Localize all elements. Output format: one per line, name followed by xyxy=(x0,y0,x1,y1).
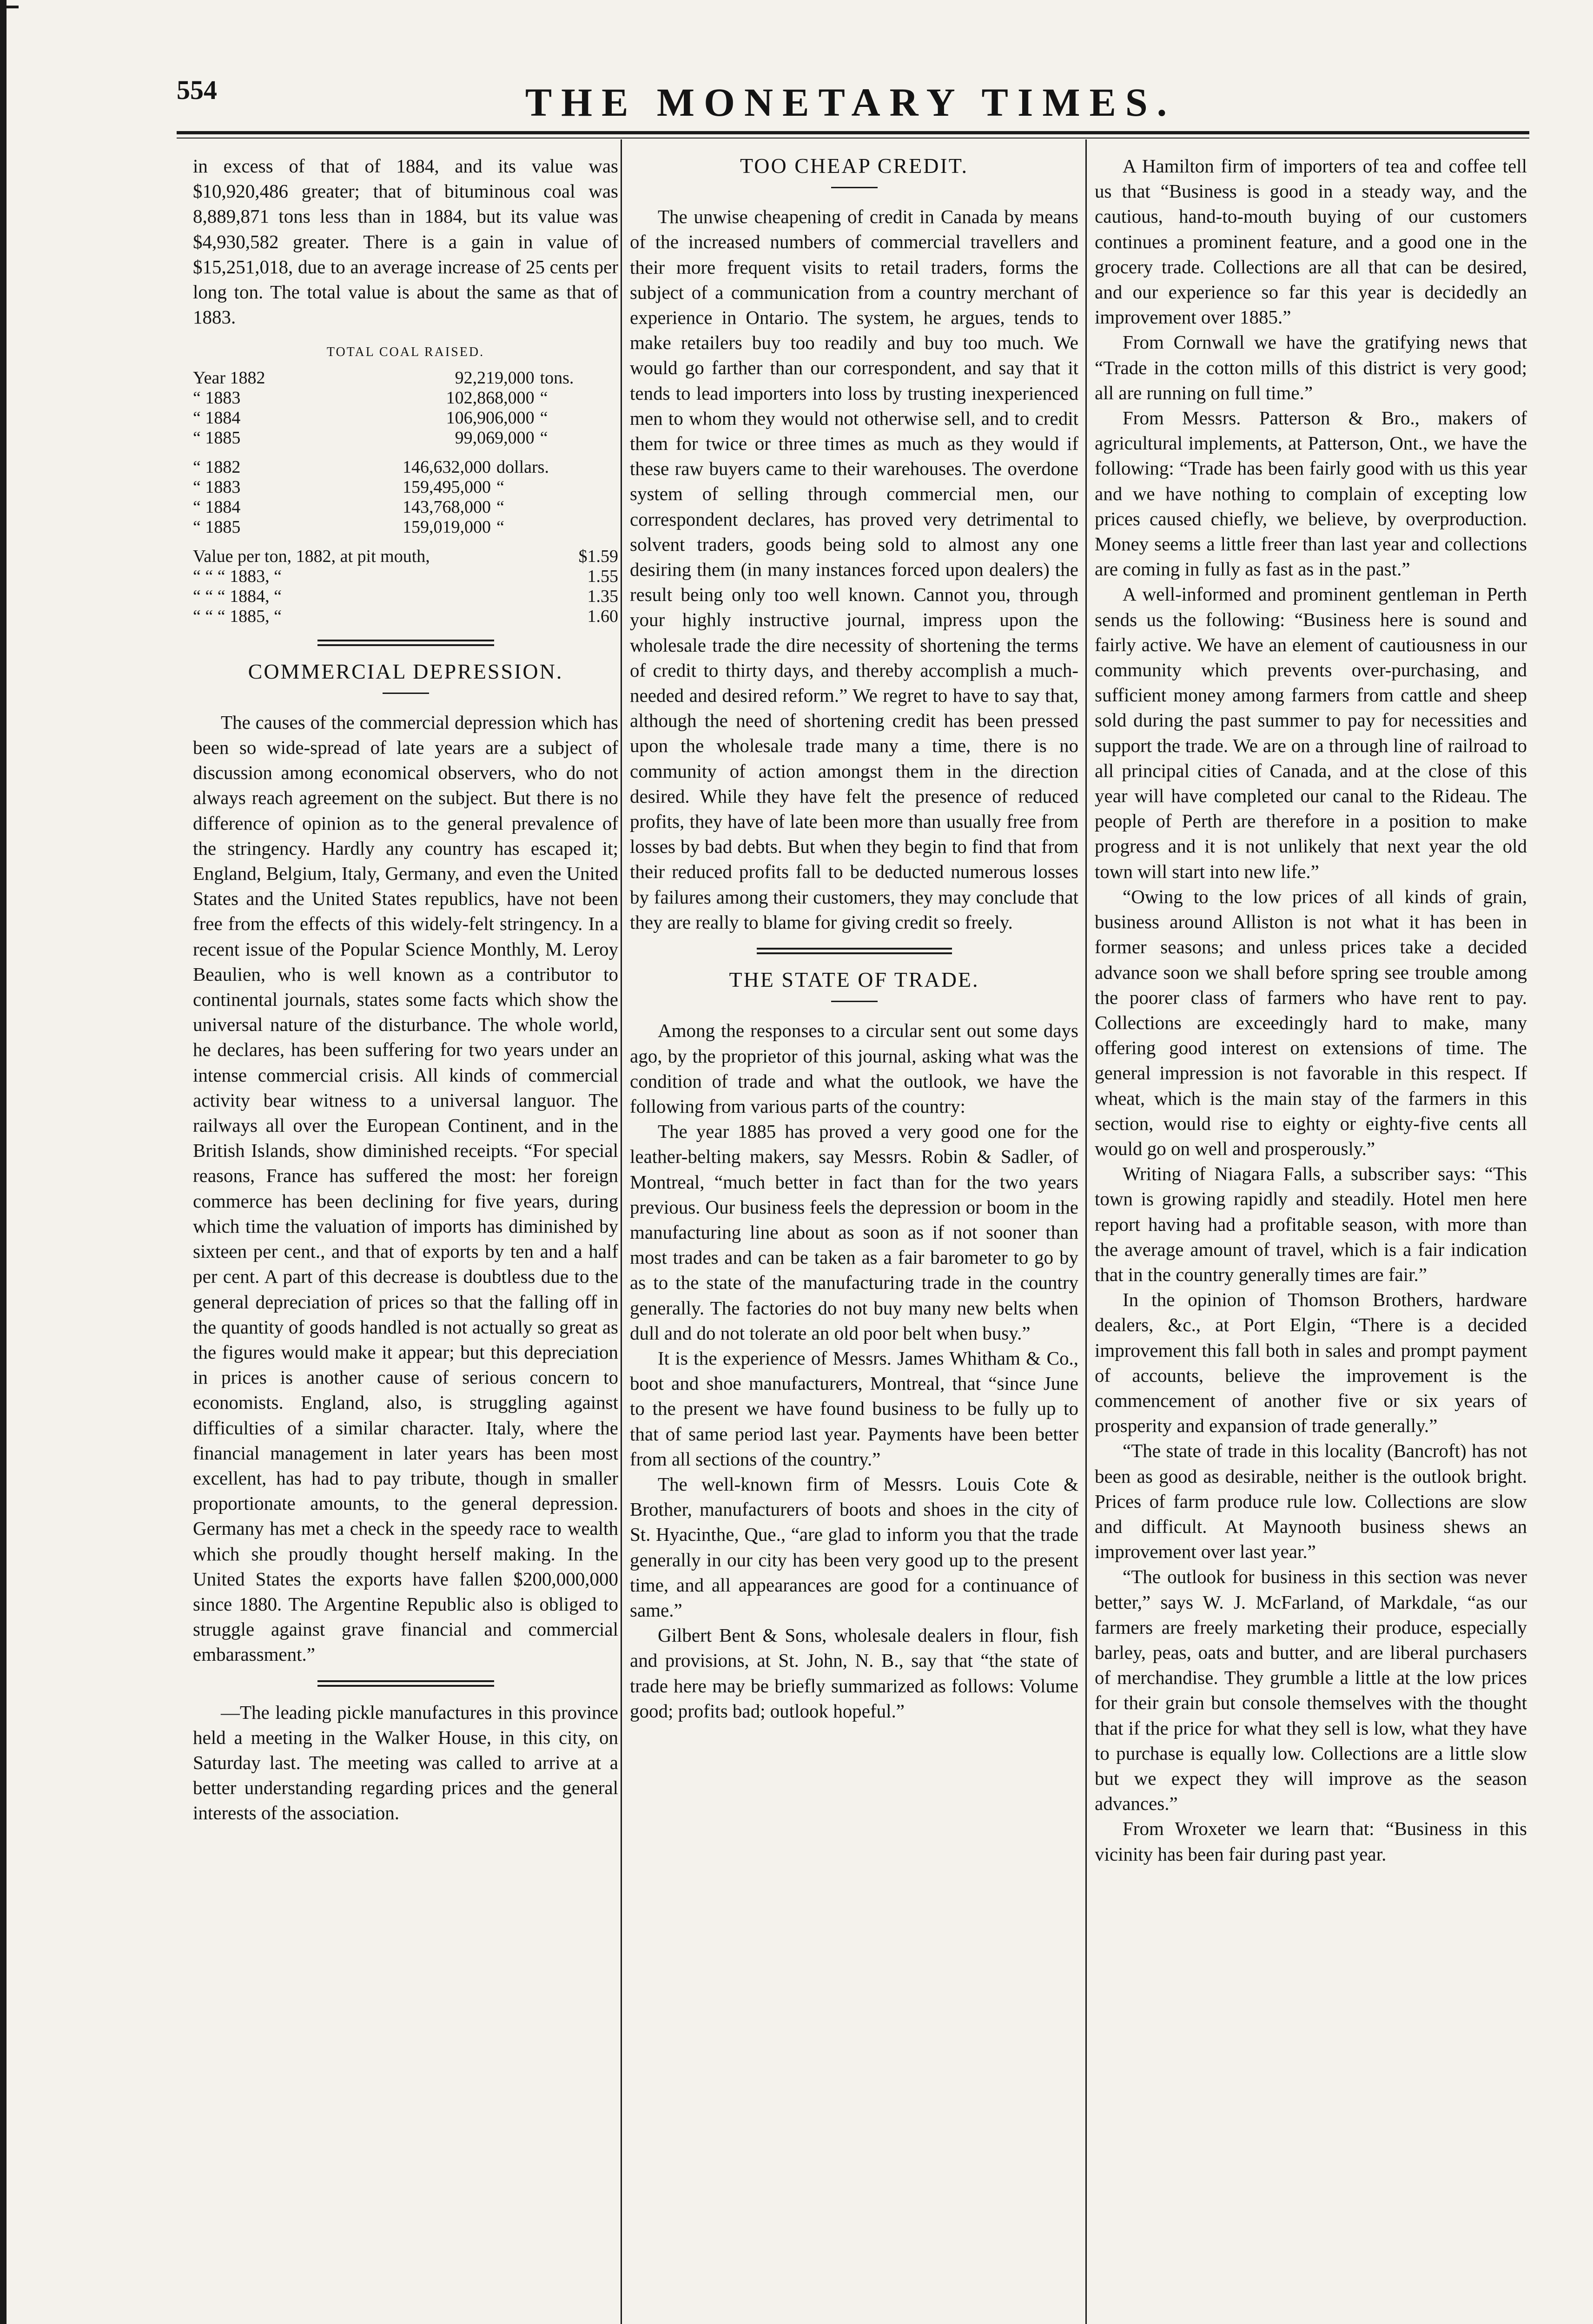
coal-value-table xyxy=(193,547,618,627)
pickle-note: —The leading pickle manufactures in this province held a meeting in the Walker House, in this city, on Saturday last. The meeting was called to arrive at a better understanding regarding prices and the general interests of the association. xyxy=(193,1701,618,1824)
coal-row-value: 1.55 xyxy=(587,566,618,586)
coal-table-title: TOTAL COAL RAISED. xyxy=(326,345,485,360)
coal-row-value: 146,632,000 xyxy=(403,457,491,477)
trade-report-paragraph: In the opinion of Thomson Brothers, hardware dealers, &c., at Port Elgin, “There is a decided improvement this fall both in sales and prompt payment of accounts, believe the improvement is the commencement of another five or six years of prosperity and expansion of trade generally.” xyxy=(1095,1289,1527,1437)
coal-row-label: Value per ton, 1882, at pit mouth, xyxy=(193,546,430,566)
coal-row-label: “ “ “ 1884, “ xyxy=(193,586,282,606)
coal-row-value: 106,906,000 xyxy=(446,408,535,428)
coal-row-value: $1.59 xyxy=(578,546,618,566)
section-divider xyxy=(757,948,952,954)
coal-dollars-table xyxy=(193,457,618,537)
coal-row-unit: “ xyxy=(496,517,504,537)
coal-table-row xyxy=(193,497,618,517)
coal-table-row xyxy=(193,517,618,537)
coal-row-value: 99,069,000 xyxy=(455,428,535,448)
page-edge-mark xyxy=(0,6,19,8)
trade-report-paragraph: “The state of trade in this locality (Bancroft) has not been as good as desirable, neither is the outlook bright. Prices of farm produce rule low. Collections are slow and difficult. At Maynooth business shews an improvement over last year.” xyxy=(1095,1440,1527,1563)
masthead-title: THE MONETARY TIMES. xyxy=(525,80,1177,125)
coal-row-unit: “ xyxy=(540,388,548,408)
coal-table-row xyxy=(193,547,618,567)
coal-row-unit: “ xyxy=(540,408,548,428)
coal-intro-text: in excess of that of 1884, and its value was $10,920,486 greater; that of bituminous coal was 8,889,871 tons less than in 1884, but its value was $4,930,582 greater. There is a gain in value of $15,251,018, due to an average increase of 25 cents per long ton. The total value is about the same as that of 1883. xyxy=(193,155,618,328)
coal-row-value: 1.60 xyxy=(587,606,618,626)
coal-table-row xyxy=(193,567,618,587)
coal-row-label: “ 1885 xyxy=(193,428,241,448)
coal-tons-table xyxy=(193,368,618,448)
coal-table-row xyxy=(193,388,618,408)
trade-report-paragraph: “The outlook for business in this section was never better,” says W. J. McFarland, of Markdale, “as our farmers are freely marketing their produce, especially barley, peas, oats and butter, and are liberal purchasers of merchandise. They grumble a little at the low prices for their grain but console themselves with the thought that if the price for what they sell is low, what they have to purchase is equally low. Collections are a little slow but we expect they will improve as the season advances.” xyxy=(1095,1566,1527,1815)
coal-row-unit: “ xyxy=(540,428,548,448)
coal-row-unit: “ xyxy=(496,497,504,517)
coal-row-label: “ 1883 xyxy=(193,388,241,408)
coal-row-unit: “ xyxy=(496,477,504,497)
trade-report-paragraph: Among the responses to a circular sent out some days ago, by the proprietor of this journal, asking what was the condition of trade and what the outlook, we have the following from various parts of the country: xyxy=(630,1020,1078,1117)
too-cheap-credit-body: The unwise cheapening of credit in Canada by means of the increased numbers of commercial travellers and their more frequent visits to retail traders, forms the subject of a communication from a country merchant of experience in Ontario. The system, he argues, tends to make retailers buy too readily and buy too much. We would go farther than our correspondent, and say that it tends to lead importers into loss by trusting inexperienced men to whom they would not otherwise sell, and to credit them for twice or three times as much as they would if these raw buyers came to their warehouses. The overdone system of selling through commercial men, our correspondent declares, has proved very detrimental to solvent traders, goods being sold to almost any one desiring them (in many instances forced upon dealers) the result being only too well known. Cannot you, through your highly instructive journal, impress upon the wholesale trade the dire necessity of shortening the terms of credit to thirty days, and thereby accomplish a much-needed and desired reform.” We regret to have to say that, although the need of shortening credit has been pressed upon the wholesale trade many a time, there is no community of action amongst them in the direction desired. While they have felt the presence of reduced profits, they have of late been more than usually free from losses by bad debts. But when they begin to find that from their reduced profits fall to be deducted numerous losses by failures among their customers, they may conclude that they are really to blame for giving credit so freely. xyxy=(630,206,1078,933)
coal-table-row xyxy=(193,408,618,428)
page-edge-shadow xyxy=(0,0,7,2324)
coal-row-unit: tons. xyxy=(540,368,574,388)
header-rule xyxy=(177,131,1529,134)
trade-report-paragraph: Gilbert Bent & Sons, wholesale dealers in flour, fish and provisions, at St. John, N. B., say that “the state of trade here may be briefly summarized as follows: Volume good; profits bad; outlook hopeful.” xyxy=(630,1624,1078,1722)
coal-table-row xyxy=(193,587,618,607)
page-header xyxy=(177,70,1525,139)
trade-report-paragraph: From Wroxeter we learn that: “Business in this vicinity has been fair during past year. xyxy=(1095,1818,1527,1865)
headline-rule xyxy=(383,693,429,694)
trade-report-paragraph: From Cornwall we have the gratifying news that “Trade in the cotton mills of this district is very good; all are running on full time.” xyxy=(1095,331,1527,403)
commercial-depression-body: The causes of the commercial depression which has been so wide-spread of late years are a subject of discussion among economical observers, who do not always reach agreement on the subject. But there is no difference of opinion as to the general prevalence of the stringency. Hardly any country has escaped it; England, Belgium, Italy, Germany, and even the United States and the United States republics, have not been free from the effects of this widely-felt stringency. In a recent issue of the Popular Science Monthly, M. Leroy Beaulien, who is well known as a contributor to continental journals, states some facts which show the universal nature of the disturbance. The whole world, he declares, has been suffering for two years under an intense commercial crisis. All kinds of commercial activity bear witness to a universal languor. The railways all over the European Continent, and in the British Islands, show diminished receipts. “For special reasons, France has suffered the most: her foreign commerce has been declining for five years, during which time the valuation of imports has diminished by sixteen per cent., and that of exports by ten and a half per cent. A part of this decrease is doubtless due to the general depreciation of prices so that the falling off in the quantity of goods handled is not actually so great as the figures would make it appear; but this depreciation in prices is another cause of serious concern to economists. England, also, is struggling against difficulties of a similar character. Italy, where the financial management in later years has been most excellent, has had to pay tribute, though in smaller proportionate amounts, to the general depression. Germany has met a check in the speedy race to wealth which she proudly thought herself making. In the United States the exports have fallen $200,000,000 since 1880. The Argentine Republic also is obliged to struggle against grave financial and commercial embarassment.” xyxy=(193,711,618,1665)
coal-row-value: 92,219,000 xyxy=(455,368,535,388)
trade-report-paragraph: The year 1885 has proved a very good one for the leather-belting makers, say Messrs. Robin & Sadler, of Montreal, “much better in fact than for the two years previous. Our business feels the depression or boom in the manufacturing line about as soon as if not sooner than most trades and can be taken as a fair barometer to go by as to the state of the manufacturing trade in the country generally. The factories do not buy many new belts when dull and do not tolerate an old poor belt when busy.” xyxy=(630,1121,1078,1344)
header-rule-thin xyxy=(177,138,1529,139)
trade-report-paragraph: A Hamilton firm of importers of tea and coffee tell us that “Business is good in a steady way, and the cautious, hand-to-mouth buying of our customers continues a prominent feature, and a good one in the grocery trade. Collections are all that can be desired, and our experience so far this year is decidedly an improvement over 1885.” xyxy=(1095,155,1527,328)
coal-row-unit: dollars. xyxy=(496,457,549,477)
coal-row-label: “ 1884 xyxy=(193,497,241,517)
trade-report-paragraph: From Messrs. Patterson & Bro., makers of agricultural implements, at Patterson, Ont., we have the following: “Trade has been fairly good with us this year and we have nothing to complain of excepting low prices caused chiefly, we believe, by overproduction. Money seems a little freer than last year and collections are coming in fully as fast as in the past.” xyxy=(1095,407,1527,580)
trade-report-paragraph: Writing of Niagara Falls, a subscriber says: “This town is growing rapidly and steadily. Hotel men here report having had a profitable season, with more than the average amount of travel, which is a fair indication that in the country generally times are fair.” xyxy=(1095,1163,1527,1285)
coal-table-row xyxy=(193,607,618,627)
coal-row-value: 102,868,000 xyxy=(446,388,535,408)
coal-row-label: “ “ “ 1883, “ xyxy=(193,566,282,586)
column-1 xyxy=(193,153,618,1826)
coal-table-row xyxy=(193,477,618,497)
page-number: 554 xyxy=(177,75,217,105)
coal-row-value: 159,019,000 xyxy=(403,517,491,537)
column-separator-1 xyxy=(621,139,622,2324)
section-divider xyxy=(317,1680,494,1687)
coal-table-row xyxy=(193,457,618,477)
coal-table-row xyxy=(193,368,618,388)
section-divider xyxy=(317,640,494,646)
headline-rule xyxy=(831,1001,878,1002)
column-3 xyxy=(1095,153,1527,1867)
coal-row-label: “ 1883 xyxy=(193,477,241,497)
coal-row-value: 159,495,000 xyxy=(403,477,491,497)
trade-report-paragraph: The well-known firm of Messrs. Louis Cote & Brother, manufacturers of boots and shoes in the city of St. Hyacinthe, Que., “are glad to inform you that the trade generally in our city has been very good up to the present time, and all appearances are good for a continuance of same.” xyxy=(630,1473,1078,1621)
state-of-trade-title: THE STATE OF TRADE. xyxy=(729,968,979,992)
coal-row-label: Year 1882 xyxy=(193,368,265,388)
column-separator-2 xyxy=(1085,139,1087,2324)
trade-report-paragraph: It is the experience of Messrs. James Whitham & Co., boot and shoe manufacturers, Montreal, that “since June to the present we have found business to be fully up to that of same period last year. Payments have been better from all sections of the country.” xyxy=(630,1347,1078,1470)
trade-report-paragraph: “Owing to the low prices of all kinds of grain, business around Alliston is not what it has been in former seasons; and unless prices take a decided advance soon we shall before spring see trouble among the poorer class of farmers who have rent to pay. Collections are exceedingly hard to make, many offering good interest on extensions of time. The general impression is not favorable in this respect. If wheat, which is the main stay of the farmers in this section, would rise to eighty or eighty-five cents all would go on well and prosperously.” xyxy=(1095,885,1527,1159)
column-2 xyxy=(630,153,1078,1723)
coal-row-value: 1.35 xyxy=(587,586,618,606)
too-cheap-credit-title: TOO CHEAP CREDIT. xyxy=(740,154,968,178)
coal-table-row xyxy=(193,428,618,448)
commercial-depression-title: COMMERCIAL DEPRESSION. xyxy=(248,659,563,683)
coal-row-value: 143,768,000 xyxy=(403,497,491,517)
headline-rule xyxy=(831,187,878,188)
trade-report-paragraph: A well-informed and prominent gentleman in Perth sends us the following: “Business here is sound and fairly active. We have an element of cautiousness in our community which prevents over-purchasing, and sufficient money among farmers from cattle and sheep sold during the past summer to pay for necessities and support the trade. We are on a through line of railroad to all principal cities of Canada, and at the close of this year will have completed our canal to the Rideau. The people of Perth are therefore in a position to make progress and it is not unlikely that next year the old town will start into new life.” xyxy=(1095,583,1527,882)
coal-row-label: “ 1884 xyxy=(193,408,241,428)
coal-row-label: “ 1885 xyxy=(193,517,241,537)
coal-row-label: “ “ “ 1885, “ xyxy=(193,606,282,626)
coal-row-label: “ 1882 xyxy=(193,457,241,477)
